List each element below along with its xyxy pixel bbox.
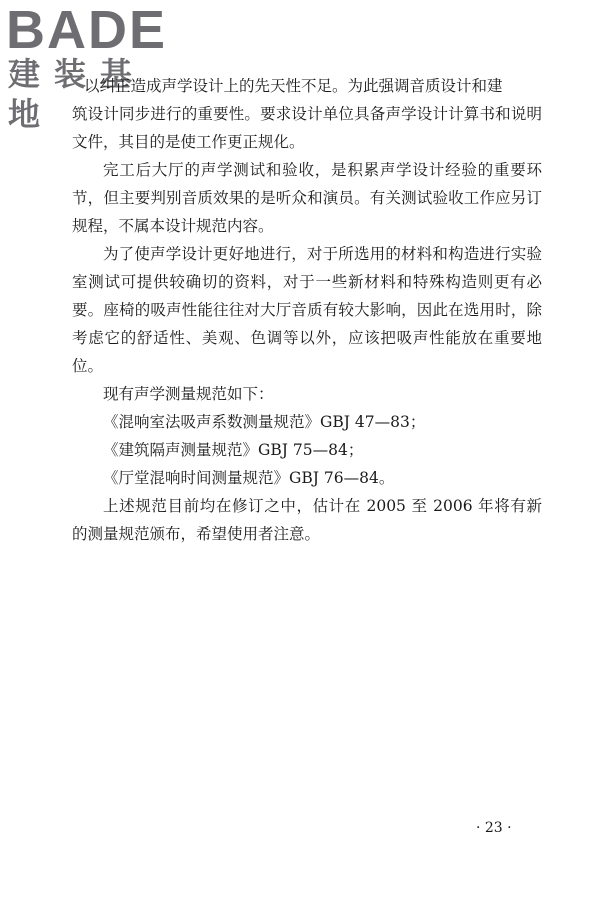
reference-item: 《混响室法吸声系数测量规范》GBJ 47—83； (103, 413, 426, 431)
paragraph-4-intro: 现有声学测量规范如下： (103, 385, 274, 403)
logo-chinese-text: 建装基地 (8, 55, 147, 133)
paragraph-5: 上述规范目前均在修订之中，估计在 2005 至 2006 年将有新的测量规范颁布，希望使用者注意。 (72, 497, 542, 543)
logo-latin-text: BADE (6, 0, 168, 60)
paragraph-1-continuation: 筑设计同步进行的重要性。要求设计单位具备声学设计计算书和说明文件，其目的是使工作更正规化。 (72, 105, 542, 151)
document-body (72, 72, 542, 548)
paragraph-2: 完工后大厅的声学测试和验收，是积累声学设计经验的重要环节，但主要判别音质效果的是听众和演员。有关测试验收工作应另订规程，不属本设计规范内容。 (72, 161, 542, 235)
page-number: · 23 · (476, 820, 512, 836)
paragraph-3: 为了使声学设计更好地进行，对于所选用的材料和构造进行实验室测试可提供较确切的资料，对于一些新材料和特殊构造则更有必要。座椅的吸声性能往往对大厅音质有较大影响，因此在选用时，除考虑它的舒适性、美观、色调等以外，应该把吸声性能放在重要地位。 (72, 245, 542, 375)
first-line: 以纠正造成声学设计上的先天性不足。为此强调音质设计和建 (84, 77, 503, 95)
reference-item: 《建筑隔声测量规范》GBJ 75—84； (103, 441, 364, 459)
reference-item: 《厅堂混响时间测量规范》GBJ 76—84。 (103, 469, 395, 487)
